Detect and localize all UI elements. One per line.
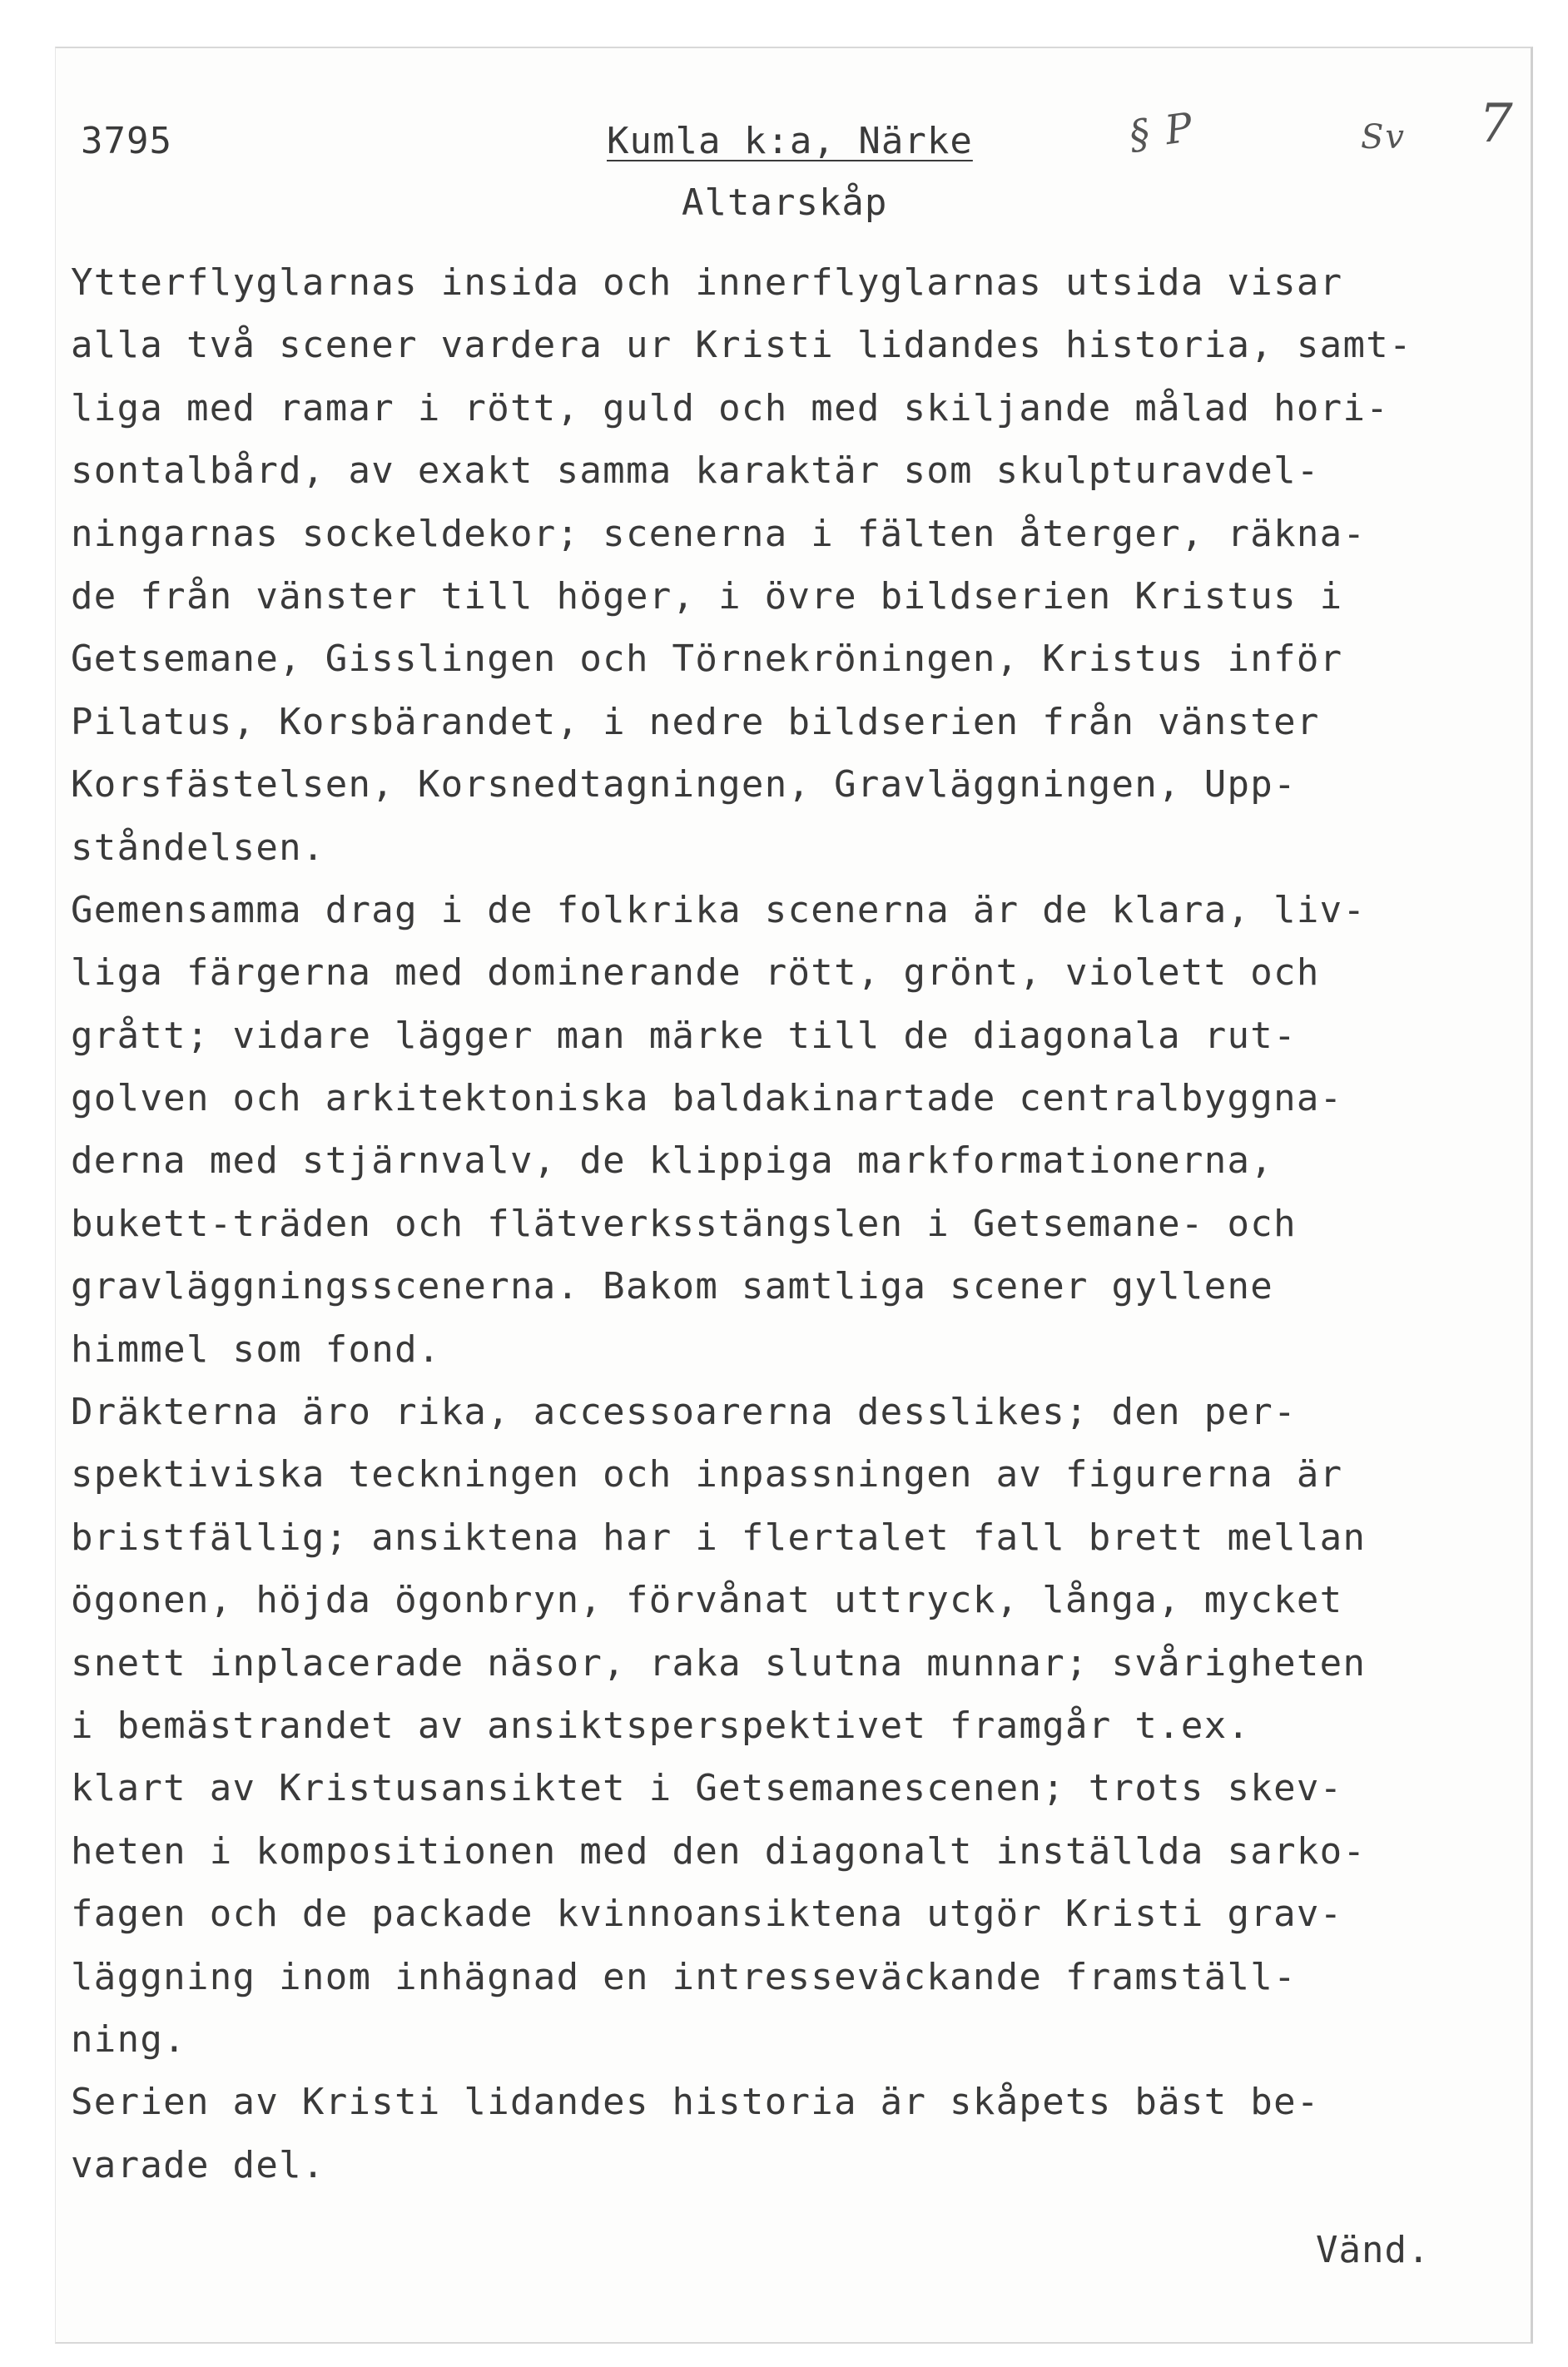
text-line: bristfällig; ansiktena har i flertalet fall brett mellan [71,1516,1367,1559]
text-line: fagen och de packade kvinnoansiktena utgör Kristi grav- [71,1893,1343,1936]
text-line: Gemensamma drag i de folkrika scenerna är de klara, liv- [71,888,1367,931]
text-line: himmel som fond. [71,1327,441,1371]
text-line: bukett-träden och flätverksstängslen i Getsemane- och [71,1202,1297,1245]
text-line: derna med stjärnvalv, de klippiga markformationerna, [71,1139,1274,1183]
text-line: ning. [71,2017,186,2061]
text-line: gravläggningsscenerna. Bakom samtliga scener gyllene [71,1265,1274,1308]
text-line: i bemästrandet av ansiktsperspektivet framgår t.ex. [71,1704,1251,1747]
text-line: Ytterflyglarnas insida och innerflyglarnas utsida visar [71,261,1343,304]
text-line: varade del. [71,2143,325,2186]
text-line: ståndelsen. [71,826,325,869]
text-line: de från vänster till höger, i övre bildserien Kristus i [71,574,1343,618]
card-subheading: Altarskåp [682,181,888,224]
text-line: ningarnas sockeldekor; scenerna i fälten återger, räkna- [71,512,1367,555]
text-line: klart av Kristusansiktet i Getsemanescenen; trots skev- [71,1767,1343,1810]
text-line: Pilatus, Korsbärandet, i nedre bildserien från vänster [71,700,1320,743]
text-line: läggning inom inhägnad en intresseväckande framställ- [71,1955,1297,1998]
text-line: sontalbård, av exakt samma karaktär som skulpturavdel- [71,449,1320,493]
text-line: golven och arkitektoniska baldakinartade centralbyggna- [71,1077,1343,1120]
text-line: grått; vidare lägger man märke till de diagonala rut- [71,1014,1297,1057]
handwritten-mark: Sv [1361,118,1406,156]
text-line: ögonen, höjda ögonbryn, förvånat uttryck, långa, mycket [71,1579,1343,1622]
text-line: liga färgerna med dominerande rött, grönt, violett och [71,951,1320,995]
text-line: spektiviska teckningen och inpassningen av figurerna är [71,1453,1343,1496]
text-line: Getsemane, Gisslingen och Törnekröningen, Kristus inför [71,638,1343,681]
catalog-number: 3795 [81,120,172,162]
text-line: Serien av Kristi lidandes historia är skåpets bäst be- [71,2081,1320,2124]
text-line: liga med ramar i rött, guld och med skiljande målad hori- [71,386,1390,429]
text-line: heten i kompositionen med den diagonalt inställda sarko- [71,1829,1367,1873]
text-line: alla två scener vardera ur Kristi lidandes historia, samt- [71,324,1412,367]
text-line: snett inplacerade näsor, raka slutna munnar; svårigheten [71,1641,1367,1685]
card-heading: Kumla k:a, Närke [607,120,973,162]
turn-over-note: Vänd. [1316,2229,1431,2271]
index-card [55,47,1533,2344]
handwritten-mark: § P [1126,103,1198,160]
body-text [71,251,1412,2196]
text-line: Korsfästelsen, Korsnedtagningen, Gravläggningen, Upp- [71,763,1297,806]
text-line: Dräkterna äro rika, accessoarerna desslikes; den per- [71,1391,1297,1434]
handwritten-mark: 7 [1479,93,1515,155]
